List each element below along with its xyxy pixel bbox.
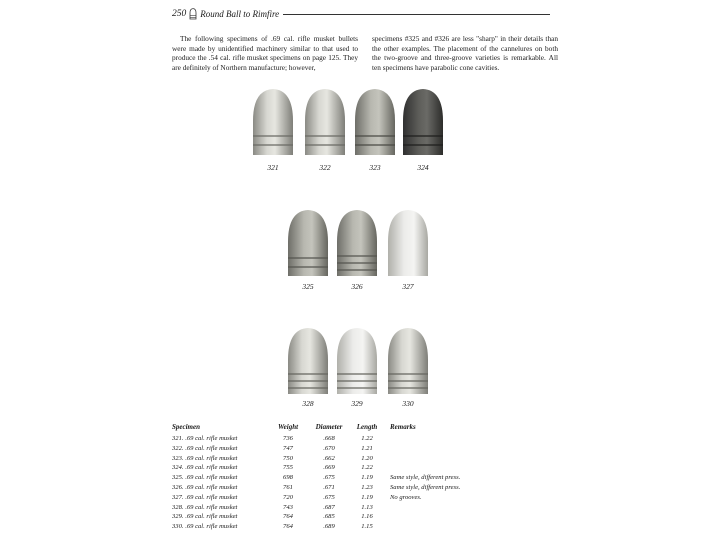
table-row <box>172 483 490 493</box>
header-diameter: Diameter <box>315 423 343 431</box>
cell-diameter: .685 <box>323 513 335 521</box>
cell-diameter: .668 <box>323 435 335 442</box>
caption-324: 324 <box>417 163 429 172</box>
caption-321: 321 <box>267 163 279 172</box>
running-title: Round Ball to Rimfire <box>200 9 280 19</box>
caption-326: 326 <box>351 282 363 291</box>
table-row <box>172 493 490 503</box>
cell-weight: 761 <box>283 483 293 491</box>
cell-specimen: 325. .69 cal. rifle musket <box>172 474 238 482</box>
cell-remarks: No grooves. <box>390 493 422 501</box>
caption-323: 323 <box>369 163 381 172</box>
cell-specimen: 321. .69 cal. rifle musket <box>172 435 238 442</box>
caption-327: 327 <box>402 282 414 291</box>
cell-diameter: .689 <box>323 523 335 531</box>
header-specimen: Specimen <box>172 423 200 431</box>
header-length: Length <box>356 423 378 431</box>
header-rule <box>283 14 550 15</box>
header-remarks: Remarks <box>390 423 416 431</box>
cell-length: 1.19 <box>361 493 373 501</box>
table-row <box>172 434 490 444</box>
cell-diameter: .670 <box>323 444 335 452</box>
bullet-photo-326 <box>334 208 380 278</box>
cell-diameter: .671 <box>323 483 335 491</box>
page-number: 250 <box>172 9 187 19</box>
table-row <box>172 454 490 464</box>
cell-remarks <box>384 444 490 454</box>
table-row <box>172 512 490 522</box>
cell-specimen: 328. .69 cal. rifle musket <box>172 503 238 511</box>
cell-remarks <box>384 463 490 473</box>
caption-328: 328 <box>302 399 314 408</box>
cell-length: 1.16 <box>361 513 373 521</box>
cell-weight: 743 <box>283 503 293 511</box>
cell-weight: 720 <box>283 493 293 501</box>
bullet-photo-322 <box>302 87 348 157</box>
cell-weight: 764 <box>283 513 293 521</box>
bullet-photo-328 <box>285 326 331 396</box>
cell-diameter: .669 <box>323 464 335 472</box>
cell-length: 1.22 <box>361 464 373 472</box>
cell-length: 1.23 <box>361 483 373 491</box>
cell-specimen: 326. .69 cal. rifle musket <box>172 483 238 491</box>
cell-remarks <box>384 434 490 444</box>
cell-weight: 755 <box>283 464 293 472</box>
bullet-photo-327 <box>385 208 431 278</box>
bullet-photo-330 <box>385 326 431 396</box>
cell-diameter: .675 <box>323 493 335 501</box>
cell-remarks <box>384 522 490 532</box>
cell-length: 1.15 <box>361 523 373 531</box>
bullet-photo-324 <box>400 87 446 157</box>
table-row <box>172 522 490 532</box>
specimen-table <box>172 421 490 532</box>
cell-length: 1.22 <box>361 435 373 442</box>
cell-specimen: 322. .69 cal. rifle musket <box>172 444 238 452</box>
bullet-photo-323 <box>352 87 398 157</box>
cell-remarks: Same style, different press. <box>390 483 461 491</box>
cell-specimen: 329. .69 cal. rifle musket <box>172 513 238 521</box>
table-row <box>172 503 490 513</box>
cell-specimen: 323. .69 cal. rifle musket <box>172 454 238 462</box>
cell-weight: 747 <box>283 444 293 452</box>
bullet-photo-321 <box>250 87 296 157</box>
cell-diameter: .687 <box>323 503 335 511</box>
table-header-row <box>172 421 490 434</box>
table-row <box>172 444 490 454</box>
caption-330: 330 <box>402 399 414 408</box>
caption-329: 329 <box>351 399 363 408</box>
cell-length: 1.20 <box>361 454 373 462</box>
intro-paragraph-left: The following specimens of .69 cal. rifle musket bullets were made by unidentified machinery similar to that used to produce the .54 cal. rifle musket specimens on page 125. They are definitely of Northern manufacture; however, <box>172 34 358 72</box>
cell-specimen: 324. .69 cal. rifle musket <box>172 464 238 472</box>
table-row <box>172 463 490 473</box>
bullet-photo-329 <box>334 326 380 396</box>
cell-length: 1.19 <box>361 474 373 482</box>
cell-weight: 698 <box>283 474 293 482</box>
cell-diameter: .675 <box>323 474 335 482</box>
cell-weight: 750 <box>283 454 293 462</box>
page-header <box>172 7 550 21</box>
cell-weight: 736 <box>283 435 293 442</box>
header-weight: Weight <box>277 423 299 431</box>
bullet-photo-325 <box>285 208 331 278</box>
cell-specimen: 330. .69 cal. rifle musket <box>172 523 238 531</box>
cell-length: 1.13 <box>361 503 373 511</box>
cell-diameter: .662 <box>323 454 335 462</box>
cell-remarks: Same style, different press. <box>390 474 461 482</box>
cell-length: 1.21 <box>361 444 373 452</box>
cell-remarks <box>384 512 490 522</box>
cell-remarks <box>384 503 490 513</box>
caption-322: 322 <box>319 163 331 172</box>
bullet-icon <box>189 8 197 20</box>
cell-specimen: 327. .69 cal. rifle musket <box>172 493 238 501</box>
cell-weight: 764 <box>283 523 293 531</box>
intro-paragraph-right: specimens #325 and #326 are less "sharp" in their details than the other examples. The placement of the cannelures on both the two-groove and three-groove varieties is remarkable. All ten specimens have parabolic cone cavities. <box>372 34 558 72</box>
cell-remarks <box>384 454 490 464</box>
table-row <box>172 473 490 483</box>
caption-325: 325 <box>302 282 314 291</box>
